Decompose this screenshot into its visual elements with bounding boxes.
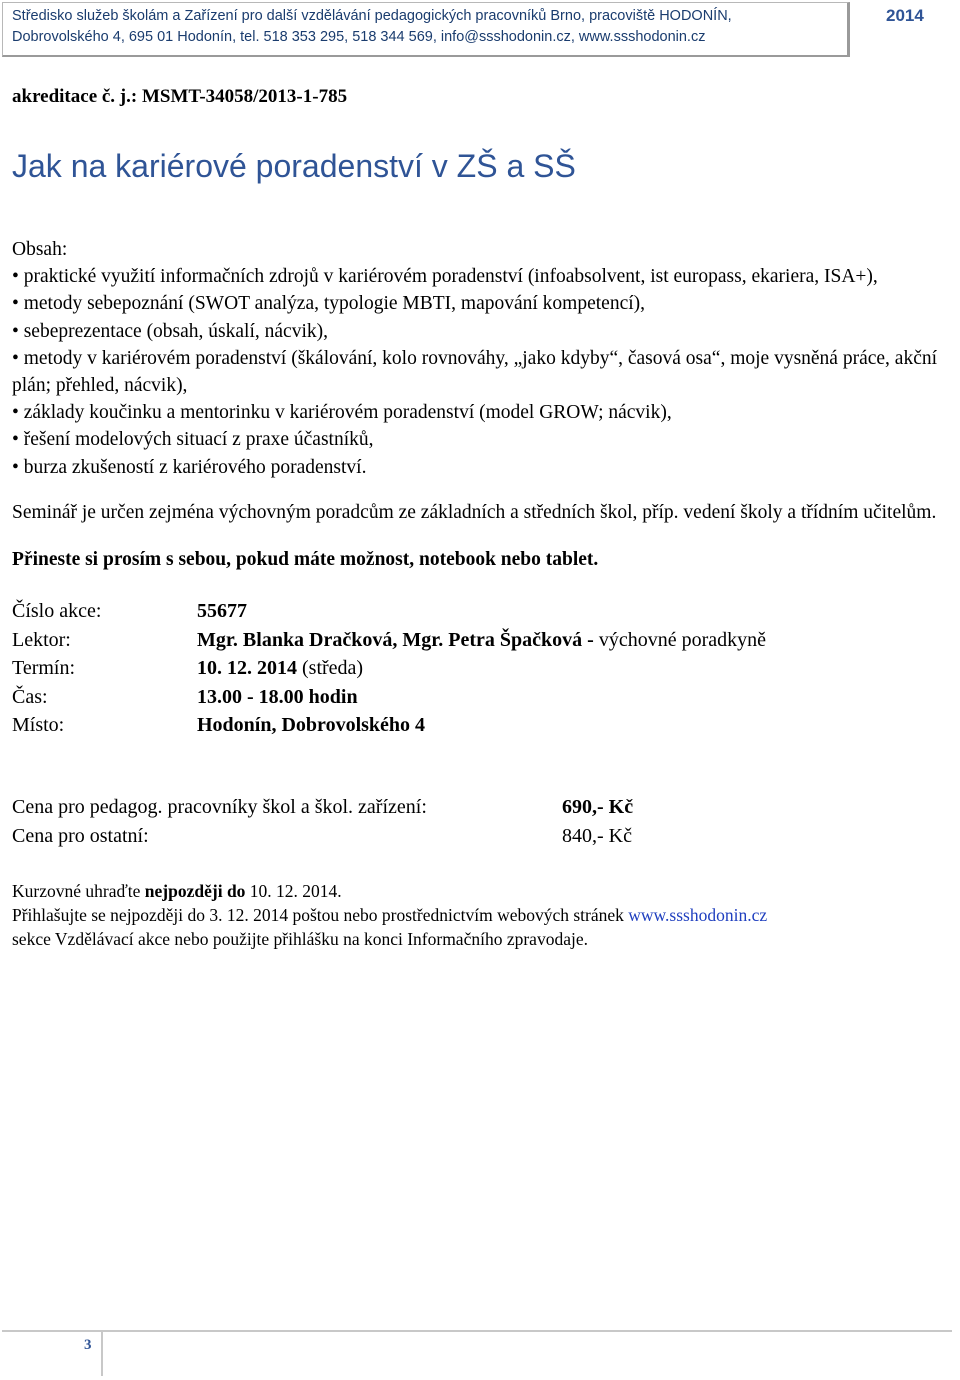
- main-content: [12, 236, 942, 951]
- payment-deadline: [12, 879, 942, 903]
- footer-divider: [101, 1332, 103, 1376]
- detail-row-time: [12, 683, 766, 712]
- page-number: 3: [84, 1337, 92, 1353]
- registration-line-2: sekce Vzdělávací akce nebo použijte přihlášku na konci Informačního zpravodaje.: [12, 928, 588, 949]
- number-value: 55677: [197, 600, 247, 623]
- bring-notice: Přineste si prosím s sebou, pokud máte možnost, notebook nebo tablet.: [12, 549, 599, 571]
- header-line-2: Dobrovolského 4, 695 01 Hodonín, tel. 518 353 295, 518 344 569, info@ssshodonin.cz, www.ssshodonin.cz: [12, 29, 706, 45]
- price-row-others: [12, 822, 633, 851]
- list-item: • základy koučinku a mentorinku v kariérovém poradenství (model GROW; nácvik),: [12, 399, 942, 426]
- others-price-label: Cena pro ostatní:: [12, 824, 149, 847]
- list-item: • praktické využití informačních zdrojů v kariérovém poradenství (infoabsolvent, ist europass, ekariera, ISA+),: [12, 263, 942, 290]
- list-item: • řešení modelových situací z praxe účastníků,: [12, 426, 942, 453]
- seminar-audience: Seminář je určen zejména výchovným poradcům ze základních a středních škol, příp. vedení školy a třídním učitelům.: [12, 501, 937, 523]
- list-item: • sebeprezentace (obsah, úskalí, nácvik),: [12, 318, 942, 345]
- time-value: 13.00 - 18.00 hodin: [197, 685, 358, 708]
- content-label: Obsah:: [12, 239, 68, 260]
- payment-bold: nejpozději do: [144, 880, 246, 901]
- event-details: [12, 597, 766, 740]
- price-row-teachers: [12, 793, 633, 822]
- others-price-value: 840,- Kč: [562, 824, 632, 847]
- header-text: [12, 6, 732, 48]
- date-label: Termín:: [12, 657, 76, 680]
- header-year: 2014: [886, 6, 924, 25]
- time-label: Čas:: [12, 685, 48, 708]
- detail-row-place: [12, 711, 766, 740]
- place-label: Místo:: [12, 714, 65, 737]
- list-item: • metody v kariérovém poradenství (škálování, kolo rovnováhy, „jako kdyby“, časová osa“, moje vysněná práce, akční plán; přehled, nácvik),: [12, 345, 942, 399]
- registration-line: [12, 903, 942, 927]
- lecturer-value: Mgr. Blanka Dračková, Mgr. Petra Špačková -: [197, 628, 594, 651]
- registration-text: Přihlašujte se nejpozději do 3. 12. 2014 poštou nebo prostřednictvím webových stránek: [12, 904, 629, 925]
- teachers-price-value: 690,- Kč: [562, 795, 634, 818]
- number-label: Číslo akce:: [12, 600, 102, 623]
- footer: [2, 1330, 952, 1378]
- page-title: Jak na kariérové poradenství v ZŠ a SŠ: [12, 148, 576, 184]
- date-value-cell: [197, 654, 766, 683]
- list-item: • metody sebepoznání (SWOT analýza, typologie MBTI, mapování kompetencí),: [12, 290, 942, 317]
- payment-prefix: Kurzovné uhraďte: [12, 880, 145, 901]
- content-list: [12, 263, 942, 481]
- detail-row-number: [12, 597, 766, 626]
- list-item: • burza zkušeností z kariérového poradenství.: [12, 454, 942, 481]
- accreditation-number: akreditace č. j.: MSMT-34058/2013-1-785: [12, 86, 348, 107]
- detail-row-lecturer: [12, 626, 766, 655]
- payment-suffix: 10. 12. 2014.: [245, 880, 342, 901]
- detail-row-date: [12, 654, 766, 683]
- date-value: 10. 12. 2014: [197, 657, 297, 680]
- lecturer-role: výchovné poradkyně: [593, 628, 767, 651]
- date-day: (středa): [297, 657, 364, 680]
- website-link[interactable]: www.ssshodonin.cz: [628, 904, 768, 925]
- header-line-1: Středisko služeb školám a Zařízení pro další vzdělávání pedagogických pracovníků Brno, pracoviště HODONÍN,: [12, 8, 732, 24]
- lecturer-value-cell: [197, 626, 766, 655]
- payment-notes: [12, 879, 942, 951]
- lecturer-label: Lektor:: [12, 628, 71, 651]
- teachers-price-label: Cena pro pedagog. pracovníky škol a škol. zařízení:: [12, 795, 427, 818]
- place-value: Hodonín, Dobrovolského 4: [197, 714, 426, 737]
- price-table: [12, 793, 633, 851]
